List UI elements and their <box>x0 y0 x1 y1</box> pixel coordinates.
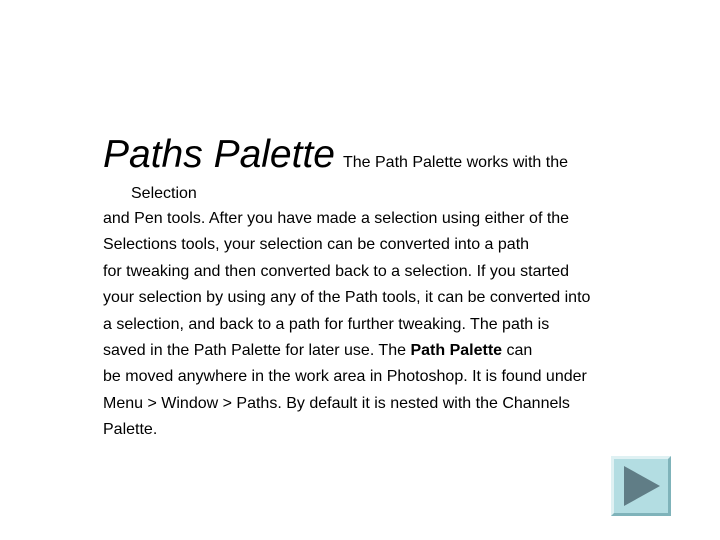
body-text: a selection, and back to a path for further tweaking. The path is <box>103 315 550 333</box>
play-triangle-icon <box>620 464 662 508</box>
body-text: be moved anywhere in the work area in Photoshop. It is found under <box>103 368 587 386</box>
body-line <box>103 417 683 443</box>
body-line <box>103 232 683 258</box>
body-text: your selection by using any of the Path tools, it can be converted into <box>103 289 591 307</box>
body-text: Palette. <box>103 421 158 439</box>
body-line <box>103 285 683 311</box>
body-text: for tweaking and then converted back to a selection. If you started <box>103 262 570 280</box>
body-text: saved in the Path Palette for later use. The <box>103 342 411 360</box>
title-lead-continued: Selection <box>131 185 197 202</box>
body-text: Menu > Window > Paths. By default it is nested with the Channels <box>103 394 570 412</box>
body-line <box>103 364 683 390</box>
body-text: and Pen tools. After you have made a selection using either of the <box>103 210 570 227</box>
body-line <box>103 338 683 364</box>
body-line <box>103 312 683 338</box>
bold-term: Path Palette <box>410 342 503 360</box>
title-line <box>103 132 568 178</box>
body-text: can <box>502 342 533 360</box>
body-line <box>103 391 683 417</box>
slide-body <box>103 206 683 444</box>
body-line <box>103 206 683 232</box>
body-line <box>103 259 683 285</box>
next-slide-button[interactable] <box>611 456 671 516</box>
body-text: Selections tools, your selection can be converted into a path <box>103 236 530 254</box>
title-lead-text: The Path Palette works with the <box>342 154 568 171</box>
slide-title: Paths Palette <box>103 133 335 176</box>
